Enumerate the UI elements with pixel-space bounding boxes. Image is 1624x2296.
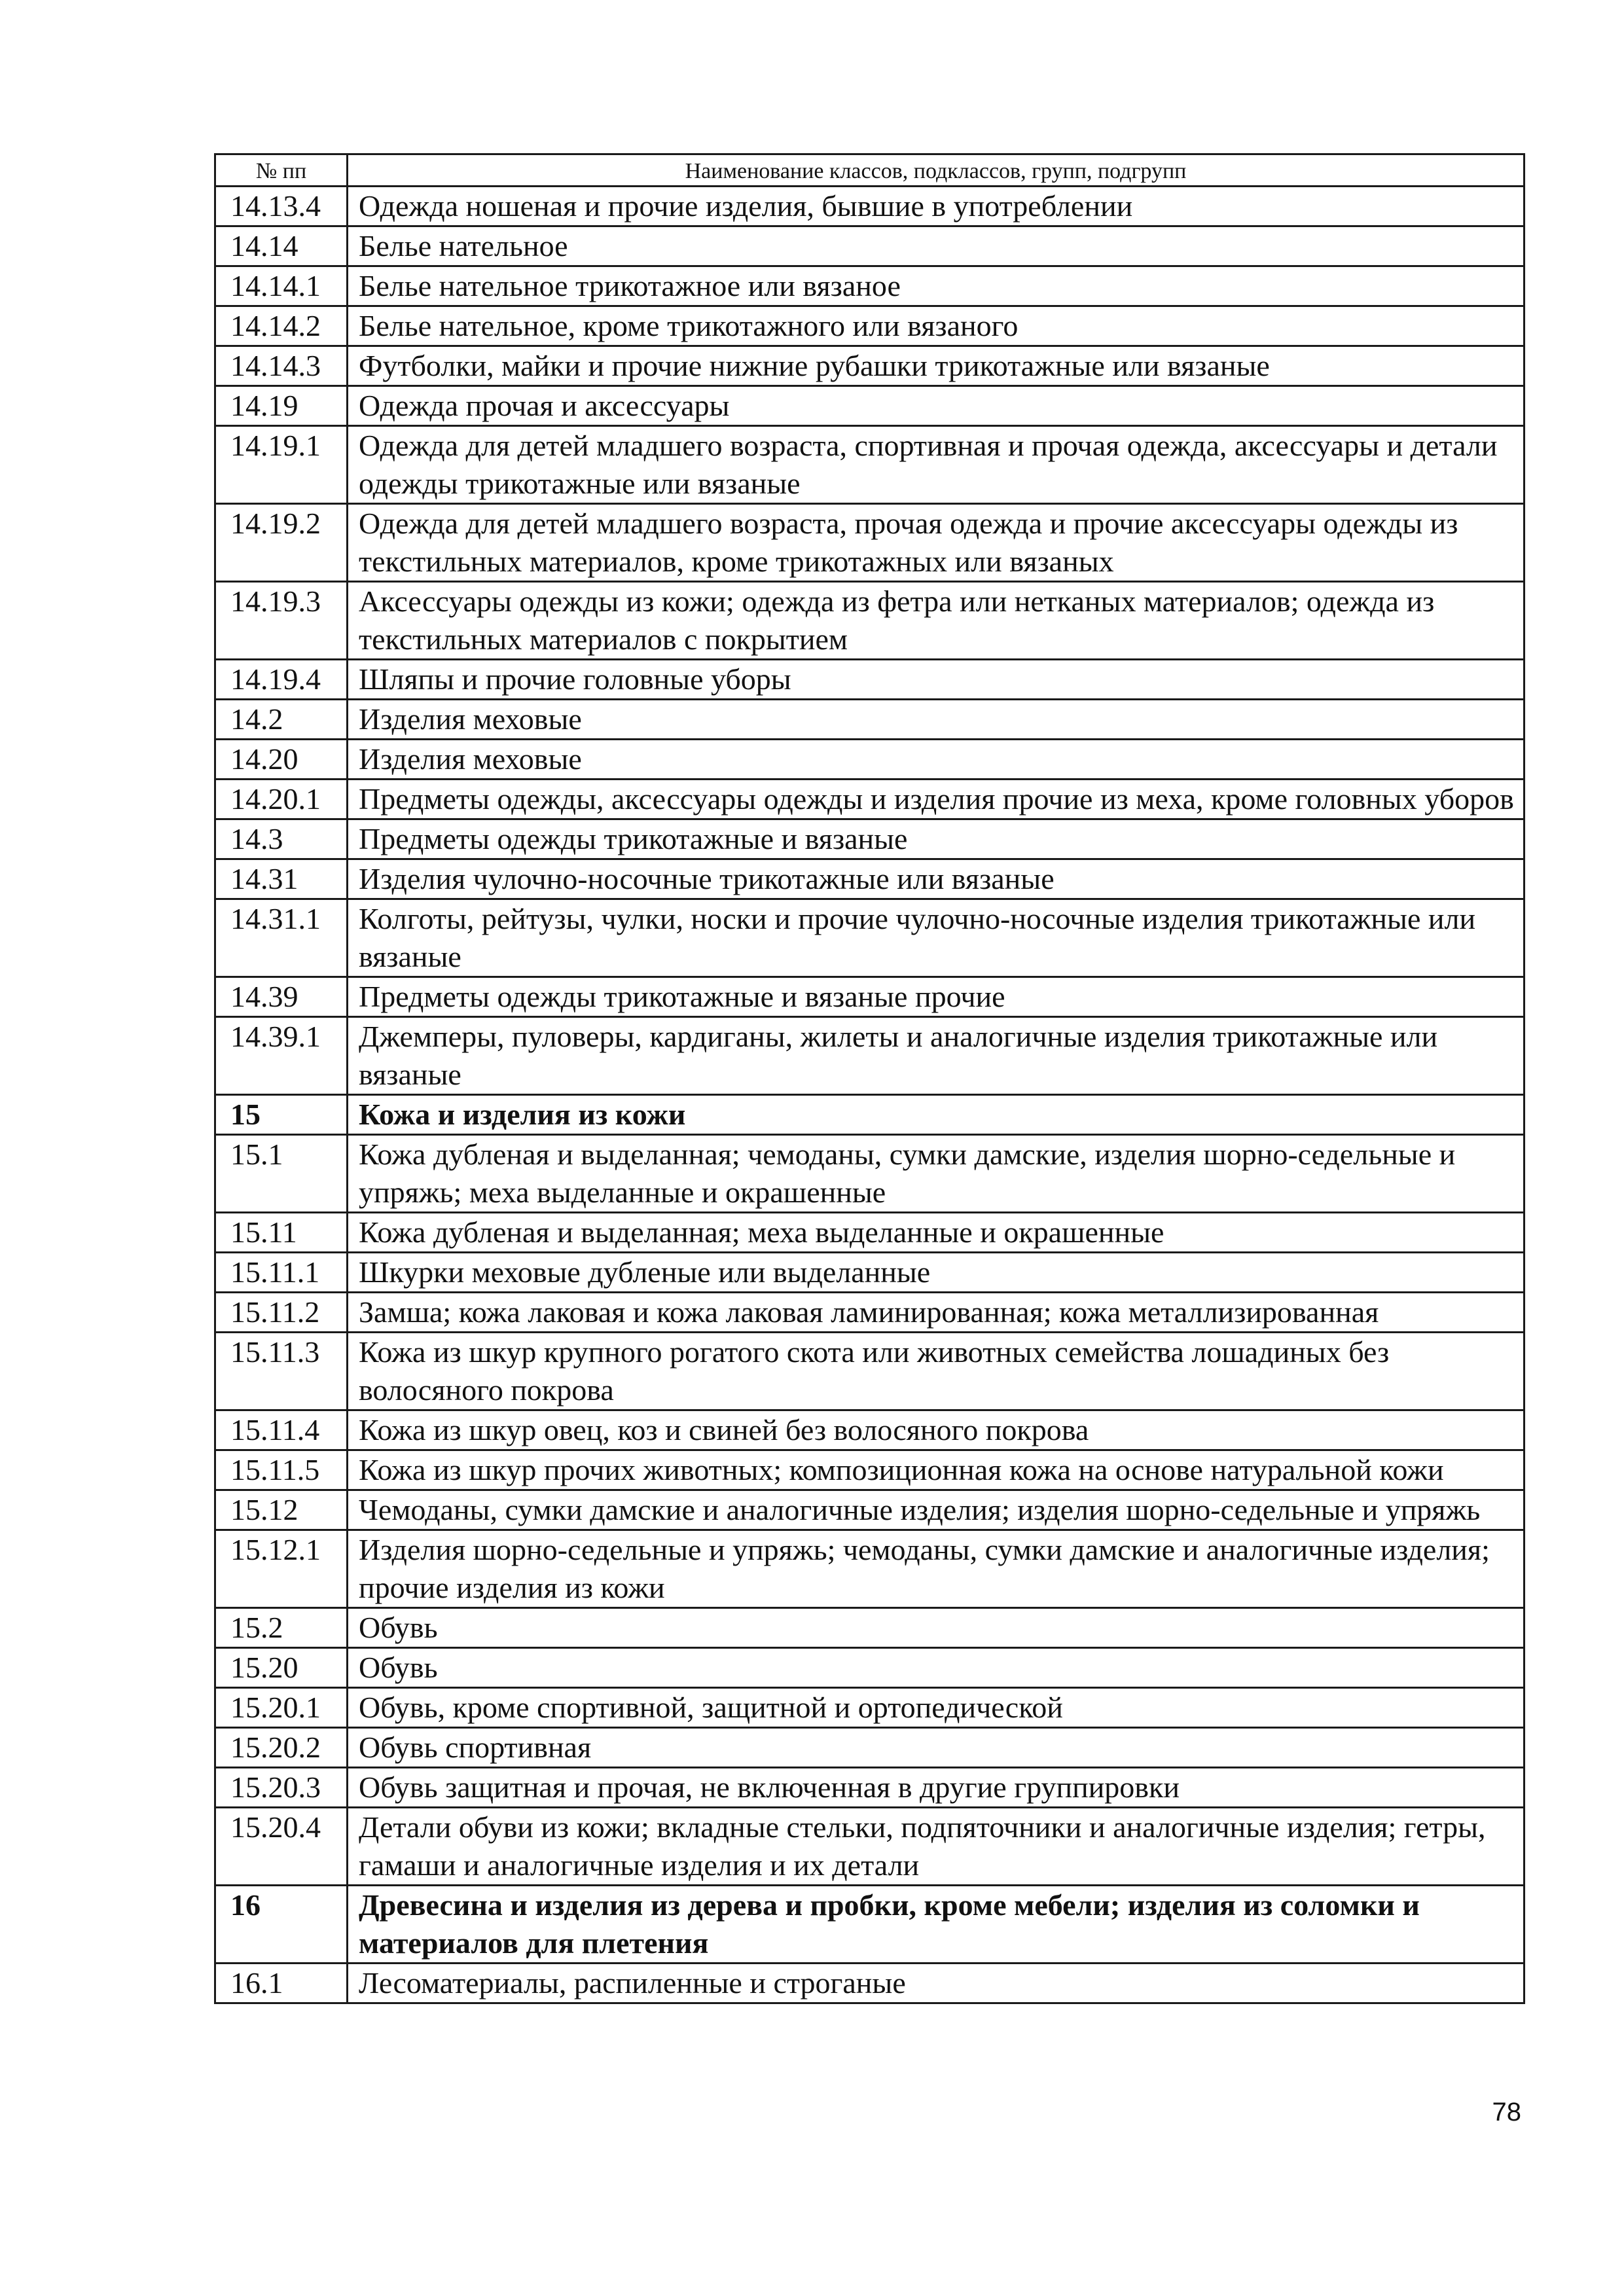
row-name: Изделия чулочно-носочные трикотажные или вязаные	[348, 859, 1525, 899]
table-row	[215, 1213, 1525, 1253]
row-name: Изделия шорно-седельные и упряжь; чемоданы, сумки дамские и аналогичные изделия; прочие изделия из кожи	[348, 1530, 1525, 1608]
table-row	[215, 660, 1525, 700]
row-code: 14.20.1	[215, 780, 348, 819]
table-row	[215, 899, 1525, 977]
table-row	[215, 1964, 1525, 2003]
table-row	[215, 1688, 1525, 1728]
row-code: 14.2	[215, 700, 348, 740]
table-row	[215, 1293, 1525, 1333]
row-name: Белье нательное	[348, 226, 1525, 266]
row-name: Кожа и изделия из кожи	[348, 1095, 1525, 1135]
table-row	[215, 1648, 1525, 1688]
table-row	[215, 1135, 1525, 1213]
table-row	[215, 700, 1525, 740]
table-row	[215, 1808, 1525, 1886]
row-code: 14.39.1	[215, 1017, 348, 1095]
row-code: 15.20	[215, 1648, 348, 1688]
row-name: Изделия меховые	[348, 700, 1525, 740]
row-code: 15.2	[215, 1608, 348, 1648]
table-row	[215, 1728, 1525, 1768]
table-row	[215, 1768, 1525, 1808]
row-code: 14.14.1	[215, 266, 348, 306]
row-code: 14.19.2	[215, 504, 348, 582]
table-body	[215, 187, 1525, 2003]
row-name: Шкурки меховые дубленые или выделанные	[348, 1253, 1525, 1293]
row-code: 15.11.3	[215, 1333, 348, 1410]
table-row	[215, 819, 1525, 859]
row-name: Древесина и изделия из дерева и пробки, кроме мебели; изделия из соломки и материалов для плетения	[348, 1886, 1525, 1964]
row-name: Обувь	[348, 1648, 1525, 1688]
row-name: Джемперы, пуловеры, кардиганы, жилеты и аналогичные изделия трикотажные или вязаные	[348, 1017, 1525, 1095]
row-name: Одежда для детей младшего возраста, спортивная и прочая одежда, аксессуары и детали одежды трикотажные или вязаные	[348, 426, 1525, 504]
row-name: Одежда для детей младшего возраста, прочая одежда и прочие аксессуары одежды из текстильных материалов, кроме трикотажных или вязаных	[348, 504, 1525, 582]
row-name: Кожа дубленая и выделанная; меха выделанные и окрашенные	[348, 1213, 1525, 1253]
row-code: 14.13.4	[215, 187, 348, 226]
row-name: Обувь защитная и прочая, не включенная в другие группировки	[348, 1768, 1525, 1808]
row-code: 14.31.1	[215, 899, 348, 977]
row-name: Лесоматериалы, распиленные и строганые	[348, 1964, 1525, 2003]
row-code: 14.20	[215, 740, 348, 780]
table-row	[215, 1450, 1525, 1490]
row-name: Аксессуары одежды из кожи; одежда из фетра или нетканых материалов; одежда из текстильных материалов с покрытием	[348, 582, 1525, 660]
table-row	[215, 1017, 1525, 1095]
row-code: 15.20.3	[215, 1768, 348, 1808]
table-row	[215, 266, 1525, 306]
row-name: Обувь	[348, 1608, 1525, 1648]
row-name: Белье нательное, кроме трикотажного или вязаного	[348, 306, 1525, 346]
row-name: Предметы одежды трикотажные и вязаные прочие	[348, 977, 1525, 1017]
row-code: 15.20.4	[215, 1808, 348, 1886]
table-row	[215, 1886, 1525, 1964]
table-row	[215, 780, 1525, 819]
row-name: Кожа из шкур крупного рогатого скота или животных семейства лошадиных без волосяного покрова	[348, 1333, 1525, 1410]
row-code: 15.11.4	[215, 1410, 348, 1450]
table-row	[215, 859, 1525, 899]
table-row	[215, 346, 1525, 386]
row-code: 14.19.3	[215, 582, 348, 660]
row-code: 14.31	[215, 859, 348, 899]
table-row	[215, 1410, 1525, 1450]
table-row	[215, 306, 1525, 346]
row-name: Предметы одежды, аксессуары одежды и изделия прочие из меха, кроме головных уборов	[348, 780, 1525, 819]
table-header-row	[215, 154, 1525, 187]
header-name: Наименование классов, подклассов, групп, подгрупп	[348, 154, 1525, 187]
table-row	[215, 1608, 1525, 1648]
row-code: 16	[215, 1886, 348, 1964]
row-code: 16.1	[215, 1964, 348, 2003]
row-name: Детали обуви из кожи; вкладные стельки, подпяточники и аналогичные изделия; гетры, гамаши и аналогичные изделия и их детали	[348, 1808, 1525, 1886]
row-code: 15.12	[215, 1490, 348, 1530]
row-code: 15.1	[215, 1135, 348, 1213]
table-row	[215, 426, 1525, 504]
row-code: 15.11.1	[215, 1253, 348, 1293]
row-code: 14.14.2	[215, 306, 348, 346]
row-name: Предметы одежды трикотажные и вязаные	[348, 819, 1525, 859]
row-code: 14.19.1	[215, 426, 348, 504]
row-name: Колготы, рейтузы, чулки, носки и прочие чулочно-носочные изделия трикотажные или вязаные	[348, 899, 1525, 977]
row-code: 14.14	[215, 226, 348, 266]
table-row	[215, 740, 1525, 780]
row-code: 15	[215, 1095, 348, 1135]
table-row	[215, 1253, 1525, 1293]
header-code: № пп	[215, 154, 348, 187]
row-code: 15.12.1	[215, 1530, 348, 1608]
row-name: Белье нательное трикотажное или вязаное	[348, 266, 1525, 306]
row-code: 14.19	[215, 386, 348, 426]
row-name: Шляпы и прочие головные уборы	[348, 660, 1525, 700]
row-name: Замша; кожа лаковая и кожа лаковая ламинированная; кожа металлизированная	[348, 1293, 1525, 1333]
table-row	[215, 504, 1525, 582]
row-code: 14.14.3	[215, 346, 348, 386]
classifier-table	[214, 153, 1525, 2004]
row-code: 15.20.1	[215, 1688, 348, 1728]
table-row	[215, 1095, 1525, 1135]
table-row	[215, 226, 1525, 266]
row-name: Обувь, кроме спортивной, защитной и ортопедической	[348, 1688, 1525, 1728]
row-code: 14.39	[215, 977, 348, 1017]
row-name: Обувь спортивная	[348, 1728, 1525, 1768]
row-code: 15.11.2	[215, 1293, 348, 1333]
row-name: Одежда ношеная и прочие изделия, бывшие в употреблении	[348, 187, 1525, 226]
row-name: Кожа из шкур овец, коз и свиней без волосяного покрова	[348, 1410, 1525, 1450]
row-code: 14.3	[215, 819, 348, 859]
table-row	[215, 386, 1525, 426]
table-row	[215, 977, 1525, 1017]
table-row	[215, 582, 1525, 660]
row-name: Кожа из шкур прочих животных; композиционная кожа на основе натуральной кожи	[348, 1450, 1525, 1490]
table-row	[215, 1530, 1525, 1608]
row-name: Футболки, майки и прочие нижние рубашки трикотажные или вязаные	[348, 346, 1525, 386]
row-code: 15.11.5	[215, 1450, 348, 1490]
row-name: Кожа дубленая и выделанная; чемоданы, сумки дамские, изделия шорно-седельные и упряжь; меха выделанные и окрашенные	[348, 1135, 1525, 1213]
page-number: 78	[1492, 2098, 1521, 2126]
row-code: 14.19.4	[215, 660, 348, 700]
table-row	[215, 187, 1525, 226]
row-name: Чемоданы, сумки дамские и аналогичные изделия; изделия шорно-седельные и упряжь	[348, 1490, 1525, 1530]
row-code: 15.20.2	[215, 1728, 348, 1768]
table-row	[215, 1490, 1525, 1530]
table-row	[215, 1333, 1525, 1410]
row-name: Изделия меховые	[348, 740, 1525, 780]
row-name: Одежда прочая и аксессуары	[348, 386, 1525, 426]
row-code: 15.11	[215, 1213, 348, 1253]
